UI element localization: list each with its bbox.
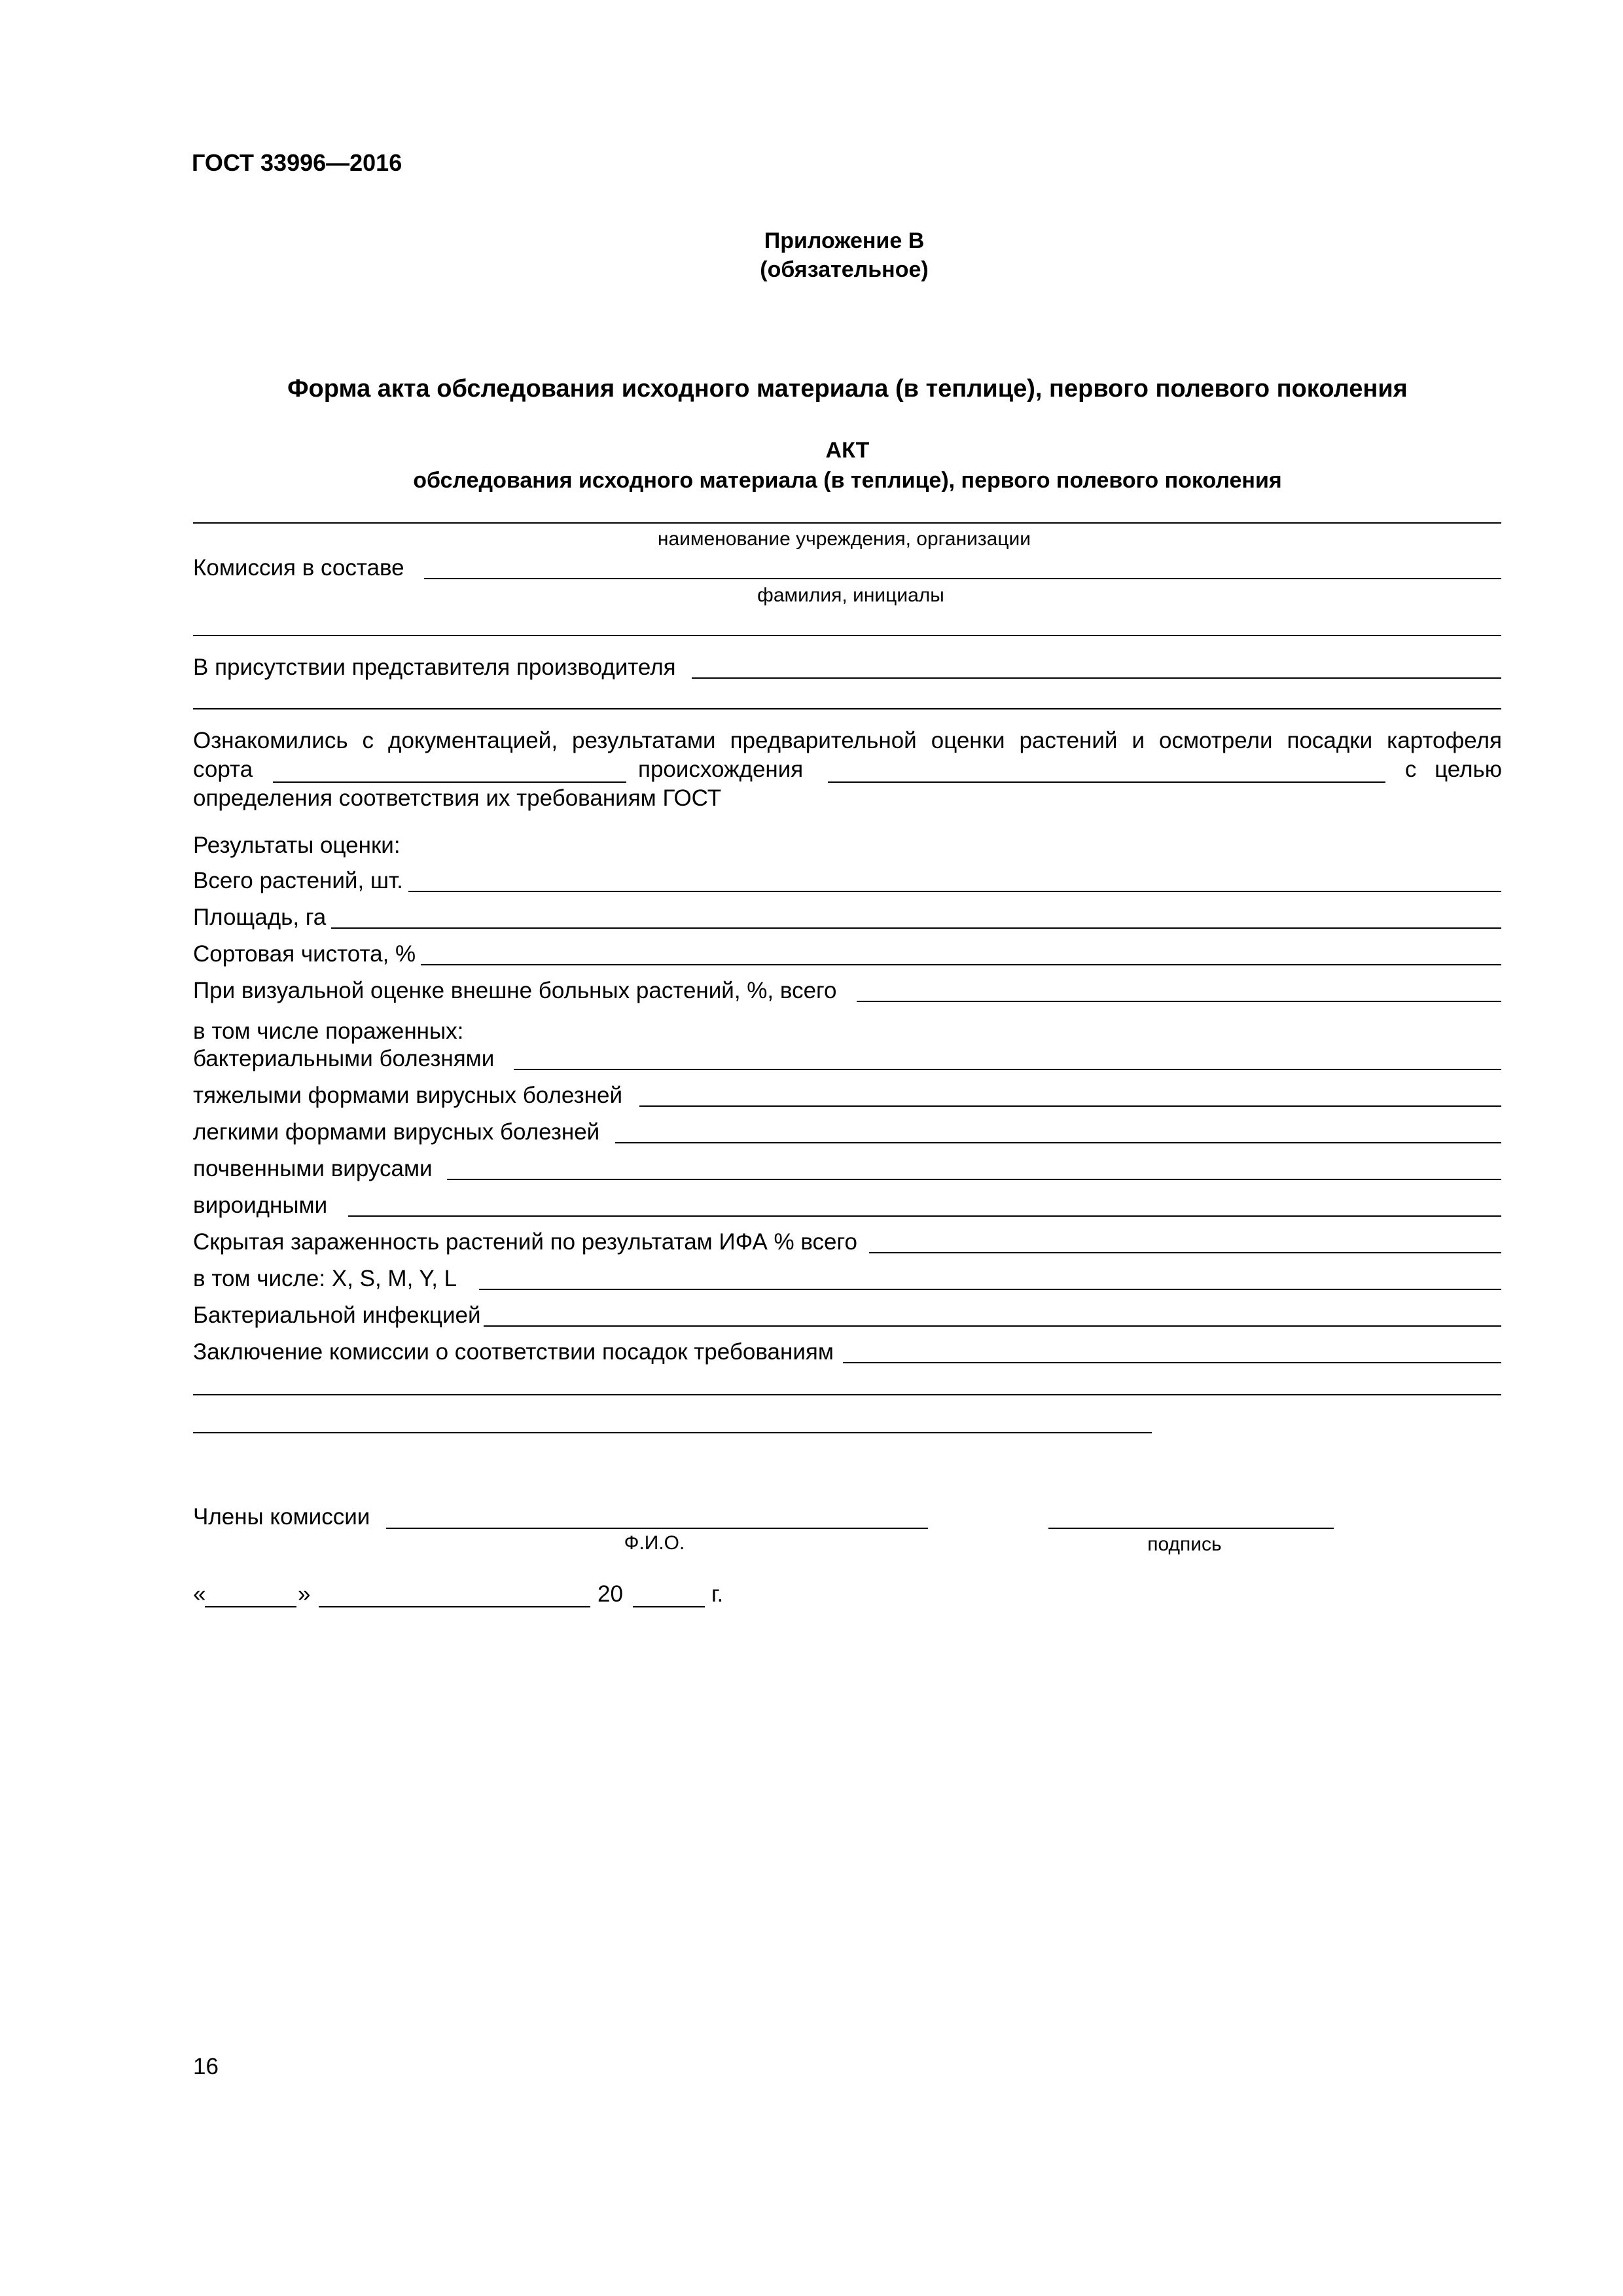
severe-viral-field[interactable] — [639, 1105, 1501, 1107]
latent-infection-label: Скрытая зараженность растений по результатам ИФА % всего — [193, 1229, 857, 1255]
total-plants-row — [193, 868, 1501, 894]
soil-viruses-row — [193, 1156, 1501, 1182]
presence-row — [193, 655, 1501, 681]
results-label: Результаты оценки: — [193, 833, 401, 858]
purity-label: Сортовая чистота, % — [193, 941, 416, 967]
bacterial-infection-row — [193, 1302, 1501, 1329]
mild-viral-field[interactable] — [615, 1142, 1501, 1143]
purity-field[interactable] — [421, 964, 1501, 965]
month-field[interactable] — [319, 1606, 590, 1607]
total-plants-field[interactable] — [408, 891, 1501, 892]
mild-viral-label: легкими формами вирусных болезней — [193, 1119, 600, 1145]
members-name-field[interactable] — [386, 1528, 928, 1529]
members-label: Члены комиссии — [193, 1504, 370, 1530]
intro-sort-label: сорта — [193, 757, 253, 782]
severe-viral-label: тяжелыми формами вирусных болезней — [193, 1083, 622, 1108]
area-field[interactable] — [331, 927, 1501, 929]
name-caption: Ф.И.О. — [624, 1532, 685, 1554]
including-affected-label: в том числе пораженных: — [193, 1018, 464, 1044]
conclusion-row — [193, 1339, 1501, 1365]
presence-line-2[interactable] — [193, 708, 1501, 709]
latent-infection-row — [193, 1229, 1501, 1255]
visual-diseased-label: При визуальной оценке внешне больных растений, %, всего — [193, 978, 837, 1003]
intro-line-1: Ознакомились с документацией, результатами предварительной оценки растений и осмотрели посадки картофеля — [193, 728, 1502, 753]
mild-viral-row — [193, 1119, 1501, 1145]
conclusion-line-3[interactable] — [193, 1432, 1152, 1433]
commission-line-2[interactable] — [193, 635, 1501, 636]
viroids-label: вироидными — [193, 1193, 328, 1218]
commission-field[interactable] — [424, 578, 1501, 579]
date-close-quote: » — [298, 1581, 311, 1607]
intro-origin-label: происхождения — [638, 757, 804, 782]
day-field[interactable] — [205, 1606, 296, 1607]
area-label: Площадь, га — [193, 905, 327, 930]
bacterial-label: бактериальными болезнями — [193, 1046, 495, 1071]
presence-field[interactable] — [692, 677, 1501, 679]
including-viruses-row — [193, 1266, 1501, 1292]
appendix-status: (обязательное) — [760, 257, 929, 282]
members-signature-field[interactable] — [1048, 1528, 1334, 1529]
soil-viruses-field[interactable] — [447, 1179, 1501, 1180]
area-row — [193, 905, 1501, 931]
intro-line-3: определения соответствия их требованиям ГОСТ — [193, 785, 722, 811]
variety-field[interactable] — [273, 781, 626, 783]
bacterial-row — [193, 1046, 1501, 1072]
commission-row — [193, 555, 1501, 581]
origin-field[interactable] — [828, 781, 1385, 783]
year-field[interactable] — [633, 1606, 705, 1607]
conclusion-field[interactable] — [843, 1362, 1501, 1363]
act-subheading: обследования исходного материала (в теплице), первого полевого поколения — [413, 468, 1282, 493]
intro-purpose-label: с целью — [1404, 757, 1502, 782]
date-open-quote: « — [193, 1581, 206, 1607]
viroids-field[interactable] — [348, 1215, 1501, 1217]
signature-caption: подпись — [1147, 1534, 1222, 1555]
act-heading: АКТ — [825, 438, 870, 463]
bacterial-infection-label: Бактериальной инфекцией — [193, 1302, 481, 1328]
date-row — [193, 1581, 847, 1611]
including-viruses-label: в том числе: X, S, M, Y, L — [193, 1266, 457, 1291]
appendix-title: Приложение В — [764, 228, 925, 253]
page-number: 16 — [193, 2054, 219, 2079]
organization-caption: наименование учреждения, организации — [657, 528, 1031, 550]
commission-label: Комиссия в составе — [193, 555, 404, 581]
bacterial-field[interactable] — [514, 1069, 1501, 1070]
visual-diseased-field[interactable] — [857, 1001, 1501, 1002]
soil-viruses-label: почвенными вирусами — [193, 1156, 433, 1181]
commission-caption: фамилия, инициалы — [757, 584, 944, 606]
year-prefix: 20 — [597, 1581, 623, 1607]
organization-line[interactable] — [193, 522, 1501, 524]
viroids-row — [193, 1193, 1501, 1219]
bacterial-infection-field[interactable] — [484, 1325, 1501, 1327]
total-plants-label: Всего растений, шт. — [193, 868, 403, 893]
intro-line-2 — [193, 757, 1502, 785]
visual-diseased-row — [193, 978, 1501, 1004]
year-suffix: г. — [711, 1581, 724, 1607]
standard-code: ГОСТ 33996—2016 — [192, 149, 402, 176]
severe-viral-row — [193, 1083, 1501, 1109]
conclusion-line-2[interactable] — [193, 1394, 1501, 1395]
purity-row — [193, 941, 1501, 967]
including-viruses-field[interactable] — [479, 1289, 1501, 1290]
latent-infection-field[interactable] — [869, 1252, 1501, 1253]
conclusion-label: Заключение комиссии о соответствии посадок требованиям — [193, 1339, 834, 1365]
form-title: Форма акта обследования исходного материала (в теплице), первого полевого поколения — [287, 375, 1408, 403]
presence-label: В присутствии представителя производителя — [193, 655, 676, 680]
